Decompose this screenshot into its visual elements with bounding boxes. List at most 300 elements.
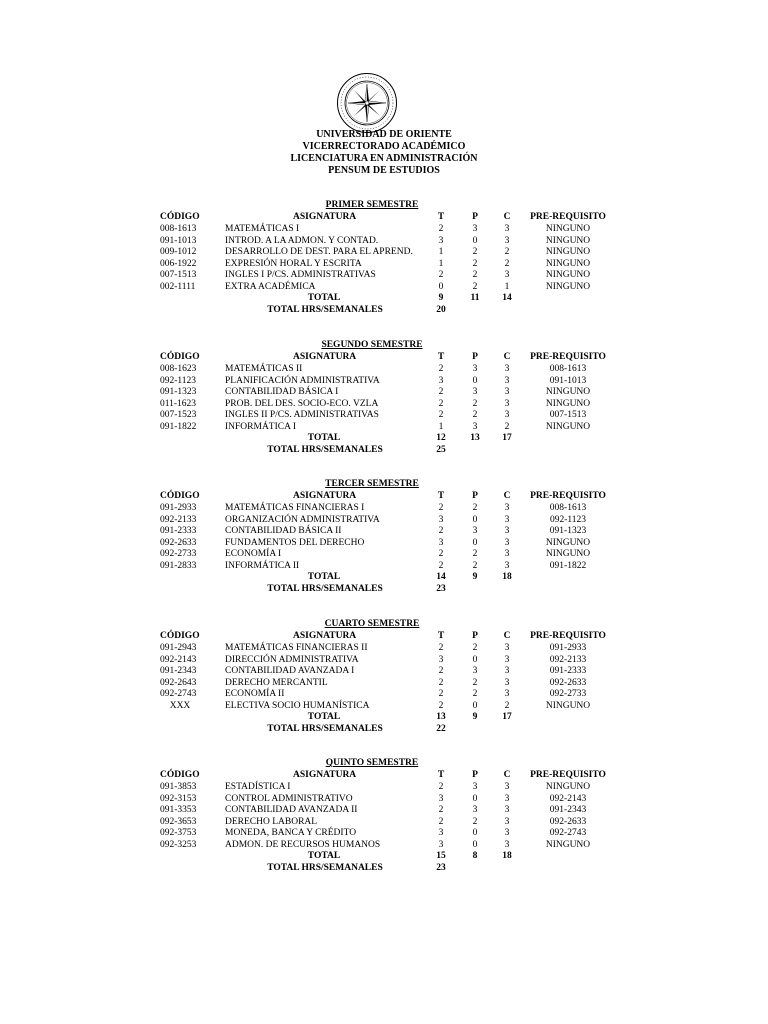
column-header-row — [0, 770, 768, 782]
course-c: 3 — [504, 398, 510, 409]
course-prereq: 008-1613 — [549, 503, 587, 513]
subject-header: ASIGNATURA — [293, 212, 357, 222]
course-c: 3 — [504, 654, 510, 665]
prereq-header: PRE-REQUISITO — [530, 352, 606, 362]
course-p: 3 — [472, 364, 478, 374]
course-code: 092-3753 — [160, 828, 197, 838]
total-p: 9 — [472, 572, 478, 582]
course-code: XXX — [169, 700, 191, 711]
course-code: 091-3853 — [160, 782, 197, 792]
university-seal — [336, 72, 398, 134]
course-row — [0, 399, 768, 411]
course-code: 092-3653 — [160, 816, 197, 827]
total-t: 13 — [436, 712, 446, 722]
course-prereq: 091-2333 — [549, 666, 587, 676]
course-c: 3 — [504, 666, 510, 676]
course-subject: ORGANIZACIÓN ADMINISTRATIVA — [225, 514, 380, 525]
course-prereq: 091-1822 — [549, 560, 587, 571]
program-name: LICENCIATURA EN ADMINISTRACIÓN — [290, 153, 478, 164]
course-subject: CONTROL ADMINISTRATIVO — [225, 793, 353, 804]
course-t: 3 — [438, 839, 444, 850]
course-subject: INGLES I P/CS. ADMINISTRATIVAS — [225, 270, 376, 280]
course-subject: MATEMÁTICAS II — [225, 364, 303, 374]
course-c: 3 — [504, 793, 510, 804]
course-c: 3 — [504, 643, 510, 653]
course-c: 3 — [504, 782, 510, 792]
course-t: 0 — [438, 281, 444, 292]
weekly-hours-row — [0, 584, 768, 596]
course-code: 007-1523 — [160, 410, 197, 420]
course-subject: PLANIFICACIÓN ADMINISTRATIVA — [225, 375, 380, 386]
course-p: 3 — [472, 782, 478, 792]
semester-title: TERCER SEMESTRE — [325, 479, 419, 489]
course-code: 092-3153 — [160, 793, 197, 804]
total-p: 9 — [472, 712, 478, 722]
course-t: 1 — [438, 247, 444, 257]
course-subject: PROB. DEL DES. SOCIO-ECO. VZLA — [225, 398, 379, 409]
course-row — [0, 270, 768, 282]
course-row — [0, 689, 768, 701]
code-header: CÓDIGO — [160, 352, 200, 362]
course-t: 3 — [438, 514, 444, 525]
course-subject: ECONOMÍA I — [225, 549, 282, 559]
course-t: 3 — [438, 793, 444, 804]
course-row — [0, 666, 768, 678]
course-p: 2 — [472, 281, 478, 292]
course-p: 3 — [472, 387, 478, 397]
course-p: 2 — [472, 677, 478, 688]
total-label: TOTAL — [307, 433, 341, 443]
subject-header: ASIGNATURA — [293, 770, 357, 780]
course-t: 2 — [438, 549, 444, 559]
course-prereq: NINGUNO — [545, 839, 591, 850]
document-title: PENSUM DE ESTUDIOS — [328, 165, 440, 176]
total-p: 8 — [472, 851, 478, 861]
total-p: 13 — [470, 433, 480, 443]
total-row — [0, 712, 768, 724]
subject-header: ASIGNATURA — [293, 352, 357, 362]
weekly-hours-value: 23 — [436, 862, 446, 873]
course-rows — [0, 364, 768, 456]
course-prereq: 091-2343 — [549, 805, 587, 815]
course-prereq: NINGUNO — [545, 387, 591, 397]
course-subject: EXTRA ACADÉMICA — [225, 281, 316, 292]
course-t: 1 — [438, 421, 444, 432]
course-subject: MATEMÁTICAS I — [225, 224, 300, 234]
university-name: UNIVERSIDAD DE ORIENTE — [316, 129, 452, 140]
course-t: 2 — [438, 805, 444, 815]
course-c: 3 — [504, 270, 510, 280]
weekly-hours-label: TOTAL HRS/SEMANALES — [267, 862, 383, 873]
total-c: 14 — [502, 293, 512, 303]
course-subject: ADMON. DE RECURSOS HUMANOS — [225, 839, 381, 850]
course-t: 2 — [438, 270, 444, 280]
course-p: 0 — [472, 839, 478, 850]
course-prereq: NINGUNO — [545, 700, 591, 711]
course-row — [0, 236, 768, 248]
course-t: 2 — [438, 700, 444, 711]
course-prereq: 092-1123 — [549, 514, 587, 525]
t-header: T — [437, 491, 445, 501]
course-p: 3 — [472, 805, 478, 815]
c-header: C — [503, 352, 511, 362]
course-c: 3 — [504, 387, 510, 397]
course-code: 091-3353 — [160, 805, 197, 815]
course-p: 3 — [472, 421, 478, 432]
course-code: 092-2143 — [160, 654, 197, 665]
course-row — [0, 678, 768, 690]
course-subject: EXPRESIÓN HORAL Y ESCRITA — [225, 258, 362, 269]
course-p: 2 — [472, 560, 478, 571]
course-row — [0, 526, 768, 538]
course-subject: MONEDA, BANCA Y CRÉDITO — [225, 828, 357, 838]
course-t: 3 — [438, 828, 444, 838]
course-c: 3 — [504, 689, 510, 699]
course-row — [0, 247, 768, 259]
course-c: 3 — [504, 549, 510, 559]
course-row — [0, 561, 768, 573]
course-c: 2 — [504, 258, 510, 269]
course-t: 2 — [438, 410, 444, 420]
course-c: 2 — [504, 700, 510, 711]
course-code: 008-1613 — [160, 224, 197, 234]
column-header-row — [0, 631, 768, 643]
course-t: 2 — [438, 677, 444, 688]
code-header: CÓDIGO — [160, 631, 200, 641]
course-subject: CONTABILIDAD AVANZADA I — [225, 666, 355, 676]
course-p: 2 — [472, 549, 478, 559]
semester-title: CUARTO SEMESTRE — [324, 619, 420, 629]
course-p: 0 — [472, 654, 478, 665]
course-code: 092-2733 — [160, 549, 197, 559]
course-code: 007-1513 — [160, 270, 197, 280]
course-c: 3 — [504, 526, 510, 536]
weekly-hours-value: 22 — [436, 723, 446, 734]
course-t: 2 — [438, 224, 444, 234]
course-code: 091-2933 — [160, 503, 197, 513]
course-row — [0, 422, 768, 434]
course-code: 092-2643 — [160, 677, 197, 688]
course-t: 2 — [438, 503, 444, 513]
course-row — [0, 515, 768, 527]
course-prereq: NINGUNO — [545, 421, 591, 432]
course-prereq: NINGUNO — [545, 235, 591, 246]
course-subject: INTROD. A LA ADMON. Y CONTAD. — [225, 235, 379, 246]
course-row — [0, 282, 768, 294]
course-t: 2 — [438, 560, 444, 571]
t-header: T — [437, 770, 445, 780]
total-row — [0, 293, 768, 305]
weekly-hours-value: 25 — [436, 444, 446, 455]
course-c: 3 — [504, 514, 510, 525]
course-c: 3 — [504, 805, 510, 815]
course-c: 3 — [504, 503, 510, 513]
course-row — [0, 828, 768, 840]
course-code: 092-3253 — [160, 839, 197, 850]
course-c: 3 — [504, 816, 510, 827]
course-rows — [0, 224, 768, 316]
course-code: 092-2743 — [160, 689, 197, 699]
course-code: 006-1922 — [160, 258, 197, 269]
total-c: 17 — [502, 433, 512, 443]
weekly-hours-label: TOTAL HRS/SEMANALES — [267, 444, 383, 455]
course-prereq: 092-2633 — [549, 677, 587, 688]
weekly-hours-label: TOTAL HRS/SEMANALES — [267, 723, 383, 734]
course-t: 3 — [438, 654, 444, 665]
course-c: 3 — [504, 410, 510, 420]
course-prereq: 091-1323 — [549, 526, 587, 536]
course-code: 091-1822 — [160, 421, 197, 432]
column-header-row — [0, 352, 768, 364]
course-p: 2 — [472, 270, 478, 280]
course-p: 2 — [472, 247, 478, 257]
course-code: 091-1013 — [160, 235, 197, 246]
t-header: T — [437, 212, 445, 222]
course-subject: DERECHO LABORAL — [225, 816, 318, 827]
subject-header: ASIGNATURA — [293, 491, 357, 501]
course-prereq: 091-1013 — [549, 375, 587, 386]
course-prereq: NINGUNO — [545, 782, 591, 792]
course-subject: DERECHO MERCANTIL — [225, 677, 328, 688]
course-subject: ESTADÍSTICA I — [225, 782, 291, 792]
course-prereq: NINGUNO — [545, 224, 591, 234]
course-p: 2 — [472, 503, 478, 513]
total-c: 18 — [502, 572, 512, 582]
course-p: 3 — [472, 666, 478, 676]
course-t: 2 — [438, 643, 444, 653]
total-label: TOTAL — [307, 712, 341, 722]
course-code: 091-2943 — [160, 643, 197, 653]
course-c: 3 — [504, 364, 510, 374]
course-p: 0 — [472, 514, 478, 525]
total-row — [0, 433, 768, 445]
course-row — [0, 805, 768, 817]
course-p: 2 — [472, 398, 478, 409]
course-c: 3 — [504, 828, 510, 838]
course-t: 2 — [438, 782, 444, 792]
total-row — [0, 572, 768, 584]
course-t: 2 — [438, 387, 444, 397]
course-code: 091-2833 — [160, 560, 197, 571]
course-prereq: 007-1513 — [549, 410, 587, 420]
course-prereq: 092-2743 — [549, 828, 587, 838]
course-c: 3 — [504, 677, 510, 688]
course-p: 2 — [472, 816, 478, 827]
prereq-header: PRE-REQUISITO — [530, 212, 606, 222]
course-prereq: NINGUNO — [545, 247, 591, 257]
p-header: P — [472, 212, 478, 222]
course-t: 2 — [438, 364, 444, 374]
course-prereq: NINGUNO — [545, 258, 591, 269]
course-prereq: NINGUNO — [545, 281, 591, 292]
course-prereq: 092-2143 — [549, 793, 587, 804]
course-t: 3 — [438, 375, 444, 386]
course-code: 008-1623 — [160, 364, 197, 374]
course-p: 3 — [472, 526, 478, 536]
course-t: 3 — [438, 235, 444, 246]
course-subject: CONTABILIDAD BÁSICA II — [225, 526, 342, 536]
course-code: 092-2633 — [160, 537, 197, 548]
course-row — [0, 538, 768, 550]
total-c: 17 — [502, 712, 512, 722]
course-row — [0, 701, 768, 713]
course-p: 3 — [472, 224, 478, 234]
course-p: 2 — [472, 689, 478, 699]
course-c: 3 — [504, 839, 510, 850]
course-row — [0, 224, 768, 236]
course-t: 2 — [438, 689, 444, 699]
course-subject: MATEMÁTICAS FINANCIERAS I — [225, 503, 365, 513]
total-row — [0, 851, 768, 863]
course-t: 2 — [438, 816, 444, 827]
c-header: C — [503, 631, 511, 641]
semester-title: PRIMER SEMESTRE — [325, 200, 419, 210]
course-c: 3 — [504, 224, 510, 234]
code-header: CÓDIGO — [160, 212, 200, 222]
course-prereq: 008-1613 — [549, 364, 587, 374]
course-row — [0, 782, 768, 794]
weekly-hours-row — [0, 863, 768, 875]
course-code: 011-1623 — [160, 398, 197, 409]
course-row — [0, 817, 768, 829]
c-header: C — [503, 212, 511, 222]
t-header: T — [437, 631, 445, 641]
course-subject: MATEMÁTICAS FINANCIERAS II — [225, 643, 368, 653]
weekly-hours-row — [0, 305, 768, 317]
course-c: 1 — [504, 281, 510, 292]
total-t: 9 — [438, 293, 444, 303]
semester-title: SEGUNDO SEMESTRE — [321, 340, 423, 350]
t-header: T — [437, 352, 445, 362]
total-c: 18 — [502, 851, 512, 861]
course-p: 0 — [472, 235, 478, 246]
subject-header: ASIGNATURA — [293, 631, 357, 641]
weekly-hours-value: 20 — [436, 304, 446, 315]
course-row — [0, 794, 768, 806]
p-header: P — [472, 631, 478, 641]
total-label: TOTAL — [307, 572, 341, 582]
total-t: 14 — [436, 572, 446, 582]
weekly-hours-row — [0, 724, 768, 736]
course-p: 2 — [472, 410, 478, 420]
course-subject: DESARROLLO DE DEST. PARA EL APREND. — [225, 247, 413, 257]
course-subject: CONTABILIDAD AVANZADA II — [225, 805, 358, 815]
total-label: TOTAL — [307, 851, 341, 861]
code-header: CÓDIGO — [160, 770, 200, 780]
p-header: P — [472, 770, 478, 780]
course-subject: FUNDAMENTOS DEL DERECHO — [225, 537, 365, 548]
course-prereq: 091-2933 — [549, 643, 587, 653]
course-c: 3 — [504, 375, 510, 386]
prereq-header: PRE-REQUISITO — [530, 770, 606, 780]
course-c: 3 — [504, 235, 510, 246]
course-c: 2 — [504, 247, 510, 257]
code-header: CÓDIGO — [160, 491, 200, 501]
total-t: 15 — [436, 851, 446, 861]
total-t: 12 — [436, 433, 446, 443]
course-row — [0, 655, 768, 667]
prereq-header: PRE-REQUISITO — [530, 631, 606, 641]
vicerrectorado: VICERRECTORADO ACADÉMICO — [302, 141, 466, 152]
course-t: 1 — [438, 258, 444, 269]
course-p: 0 — [472, 793, 478, 804]
course-row — [0, 364, 768, 376]
course-row — [0, 643, 768, 655]
weekly-hours-row — [0, 445, 768, 457]
course-prereq: NINGUNO — [545, 270, 591, 280]
course-t: 2 — [438, 526, 444, 536]
semester-title: QUINTO SEMESTRE — [325, 758, 419, 768]
course-code: 009-1012 — [160, 247, 197, 257]
course-prereq: 092-2733 — [549, 689, 587, 699]
course-prereq: 092-2133 — [549, 654, 587, 665]
course-code: 091-2333 — [160, 526, 197, 536]
course-c: 3 — [504, 537, 510, 548]
course-code: 092-1123 — [160, 375, 197, 386]
column-header-row — [0, 491, 768, 503]
course-subject: INFORMÁTICA I — [225, 421, 296, 432]
course-subject: INFORMÁTICA II — [225, 560, 300, 571]
course-c: 2 — [504, 421, 510, 432]
course-row — [0, 376, 768, 388]
c-header: C — [503, 491, 511, 501]
course-subject: CONTABILIDAD BÁSICA I — [225, 387, 339, 397]
course-t: 2 — [438, 666, 444, 676]
course-p: 0 — [472, 828, 478, 838]
course-prereq: 092-2633 — [549, 816, 587, 827]
course-rows — [0, 643, 768, 735]
p-header: P — [472, 491, 478, 501]
course-subject: ECONOMÍA II — [225, 689, 285, 699]
course-code: 002-1111 — [160, 281, 196, 292]
weekly-hours-label: TOTAL HRS/SEMANALES — [267, 304, 383, 315]
course-p: 0 — [472, 537, 478, 548]
total-p: 11 — [470, 293, 480, 303]
course-rows — [0, 782, 768, 874]
course-t: 2 — [438, 398, 444, 409]
course-subject: INGLES II P/CS. ADMINISTRATIVAS — [225, 410, 379, 420]
course-prereq: NINGUNO — [545, 398, 591, 409]
course-prereq: NINGUNO — [545, 549, 591, 559]
course-t: 3 — [438, 537, 444, 548]
weekly-hours-value: 23 — [436, 583, 446, 594]
course-subject: ELECTIVA SOCIO HUMANÍSTICA — [225, 700, 370, 711]
course-p: 2 — [472, 643, 478, 653]
course-row — [0, 410, 768, 422]
c-header: C — [503, 770, 511, 780]
course-code: 091-1323 — [160, 387, 197, 397]
course-c: 3 — [504, 560, 510, 571]
course-row — [0, 840, 768, 852]
course-rows — [0, 503, 768, 595]
column-header-row — [0, 212, 768, 224]
course-prereq: NINGUNO — [545, 537, 591, 548]
course-p: 0 — [472, 375, 478, 386]
course-code: 092-2133 — [160, 514, 197, 525]
p-header: P — [472, 352, 478, 362]
document-header — [0, 129, 768, 177]
course-p: 0 — [472, 700, 478, 711]
course-code: 091-2343 — [160, 666, 197, 676]
course-row — [0, 503, 768, 515]
course-subject: DIRECCIÓN ADMINISTRATIVA — [225, 654, 359, 665]
course-row — [0, 549, 768, 561]
prereq-header: PRE-REQUISITO — [530, 491, 606, 501]
course-row — [0, 387, 768, 399]
course-row — [0, 259, 768, 271]
weekly-hours-label: TOTAL HRS/SEMANALES — [267, 583, 383, 594]
course-p: 2 — [472, 258, 478, 269]
